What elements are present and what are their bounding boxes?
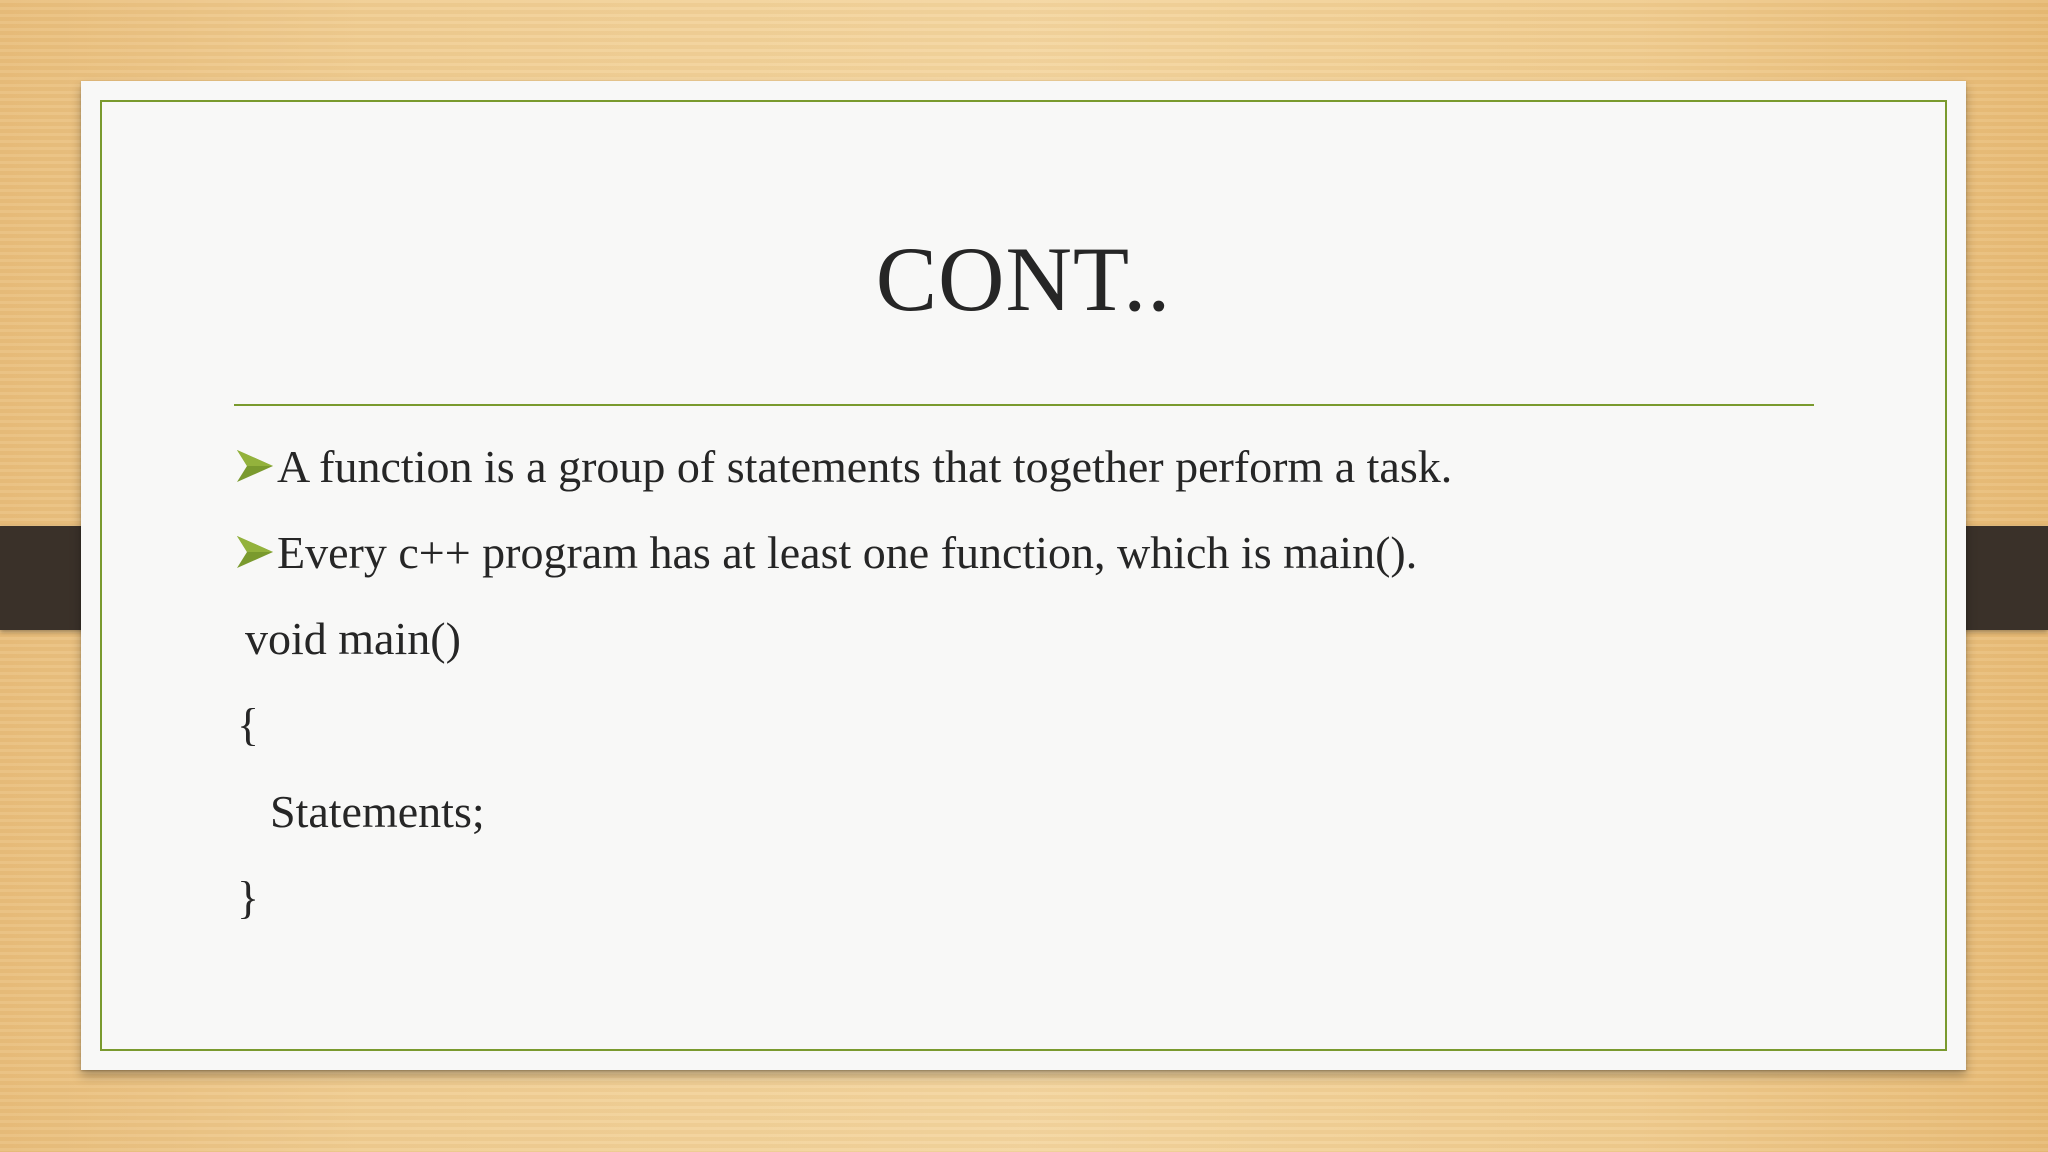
- code-line: }: [237, 872, 260, 923]
- code-line: {: [237, 699, 260, 750]
- code-line: void main(): [245, 613, 461, 664]
- bullet-item: [235, 439, 1452, 495]
- slide-title: CONT..: [875, 228, 1172, 330]
- code-line: Statements;: [270, 786, 485, 837]
- slide-card: [81, 81, 1966, 1070]
- arrow-bullet-icon: [235, 532, 275, 572]
- bullet-text: Every c++ program has at least one function, which is main().: [277, 527, 1418, 578]
- arrow-bullet-icon: [235, 446, 275, 486]
- bullet-text: A function is a group of statements that together perform a task.: [277, 441, 1453, 492]
- bullet-item: [235, 525, 1417, 581]
- title-divider: [234, 404, 1814, 406]
